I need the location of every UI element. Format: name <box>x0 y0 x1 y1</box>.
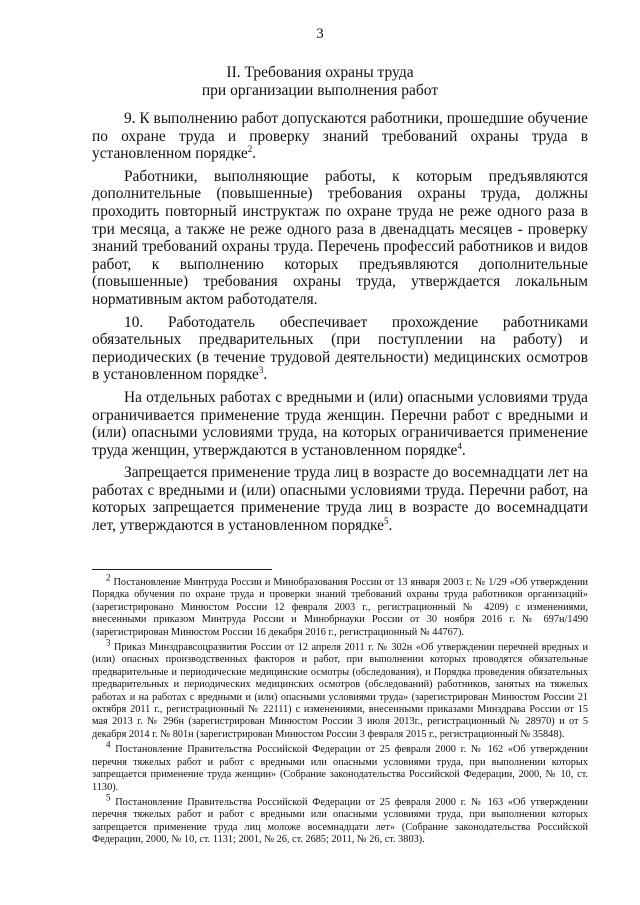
footnote-ref: 4 <box>457 440 462 451</box>
footnote-divider <box>92 569 272 570</box>
section-heading-line-2: при организации выполнения работ <box>201 82 439 99</box>
paragraph-end: . <box>263 366 268 384</box>
footnote-text: Приказ Минздравсоцразвития России от 12 апреля 2011 г. № 302н «Об утверждении перечней вредных и (или) опасных производственных факторов и работ, при выполнении которых проводятся обязательные предварительные и периодические медицинские осмотры (обследования), и Порядка проведения обязательных предварительных и периодических медицинских осмотров (обследований) работников, занятых на тяжелых работах и на работах с вредными и (или) опасными условиями труда» (зарегистрирован Минюстом России 21 октября 2011 г., регистрационный № 22111) с изменениями, внесенными приказами Минздрава России от 15 мая 2013 г. № 296н (зарегистрирован Минюстом России 3 июля 2013г., регистрационный № 28970) и от 5 декабря 2014 г. № 801н (зарегистрирован Минюстом России 3 февраля 2015 г., регистрационный № 35848). <box>92 642 588 740</box>
paragraph-end: . <box>252 145 257 163</box>
footnote-3 <box>92 637 588 741</box>
body-text <box>92 110 588 540</box>
footnote-2 <box>92 572 589 639</box>
footnote-ref: 3 <box>258 365 264 376</box>
paragraph-9 <box>92 110 588 163</box>
footnote-number: 3 <box>106 637 111 648</box>
footnote-4 <box>92 739 588 794</box>
footnote-ref: 2 <box>247 144 253 155</box>
footnote-5 <box>92 792 588 847</box>
footnote-ref: 5 <box>383 515 389 526</box>
paragraph-text: На отдельных работах с вредными и (или) опасными условиями труда ограничивается применение труда женщин. Перечни работ с вредными и (или) опасными условиями труда, на которых ограничивается применение труда женщин, утверждаются в установленном порядке <box>92 388 588 459</box>
footnotes <box>92 572 589 850</box>
footnote-number: 4 <box>106 739 111 750</box>
footnote-number: 2 <box>106 572 111 583</box>
footnote-text: Постановление Минтруда России и Минобразования России от 13 января 2003 г. № 1/29 «Об утверждении Порядка обучения по охране труда и проверки знаний требований охраны труда работников организаций» (зарегистрировано Минюстом России 12 февраля 2003 г., регистрационный № 4209) с изменениями, внесенными приказом Минтруда России и Минобрнауки России от 30 ноября 2016 г. № 697н/1490 (зарегистрирован Минюстом России 16 декабря 2016 г., регистрационный № 44767). <box>92 577 589 638</box>
paragraph-minors <box>92 464 588 534</box>
footnote-text: Постановление Правительства Российской Федерации от 25 февраля 2000 г. № 163 «Об утверждении перечня тяжелых работ и работ с вредными или опасными условиями труда, при выполнении которых запрещается применение труда лиц моложе восемнадцати лет» (Собрание законодательства Российской Федерации, 2000, № 10, ст. 1131; 2001, № 26, ст. 2685; 2011, № 26, ст. 3803). <box>92 796 588 846</box>
paragraph-text: 10. Работодатель обеспечивает прохождение работниками обязательных предварительных (при поступлении на работу) и периодических (в течение трудовой деятельности) медицинских осмотров в установленном порядке <box>92 313 588 384</box>
paragraph-text: Работники, выполняющие работы, к которым предъявляются дополнительные (повышенные) требования охраны труда, должны проходить повторный инструктаж по охране труда не реже одного раза в три месяца, а также не реже одного раза в двенадцать месяцев - проверку знаний требований охраны труда. Перечень профессий работников и видов работ, к выполнению которых предъявляются дополнительные (повышенные) требования охраны труда, утверждается локальным нормативным актом работодателя. <box>92 167 588 308</box>
paragraph-end: . <box>461 441 466 459</box>
paragraph-women <box>92 389 588 459</box>
section-heading-line-1: II. Требования охраны труда <box>226 64 414 81</box>
paragraph-end: . <box>388 517 393 535</box>
footnote-text: Постановление Правительства Российской Федерации от 25 февраля 2000 г. № 162 «Об утверждении перечня тяжелых работ и работ с вредными или опасными условиями труда, при выполнении которых запрещается применение труда женщин» (Собрание законодательства Российской Федерации, 2000, № 10, ст. 1130). <box>92 744 588 793</box>
paragraph-10 <box>92 314 588 384</box>
paragraph-text: 9. К выполнению работ допускаются работники, прошедшие обучение по охране труда и проверку знаний требований охраны труда в установленном порядке <box>92 110 588 163</box>
section-heading <box>0 64 640 100</box>
paragraph-text: Запрещается применение труда лиц в возрасте до восемнадцати лет на работах с вредными и (или) опасными условиями труда. Перечни работ, на которых запрещается применение труда лиц в возрасте до восемнадцати лет, утверждаются в установленном порядке <box>92 464 588 535</box>
footnote-number: 5 <box>106 792 111 803</box>
paragraph-9-cont <box>92 168 588 309</box>
page-number: 3 <box>316 26 324 42</box>
